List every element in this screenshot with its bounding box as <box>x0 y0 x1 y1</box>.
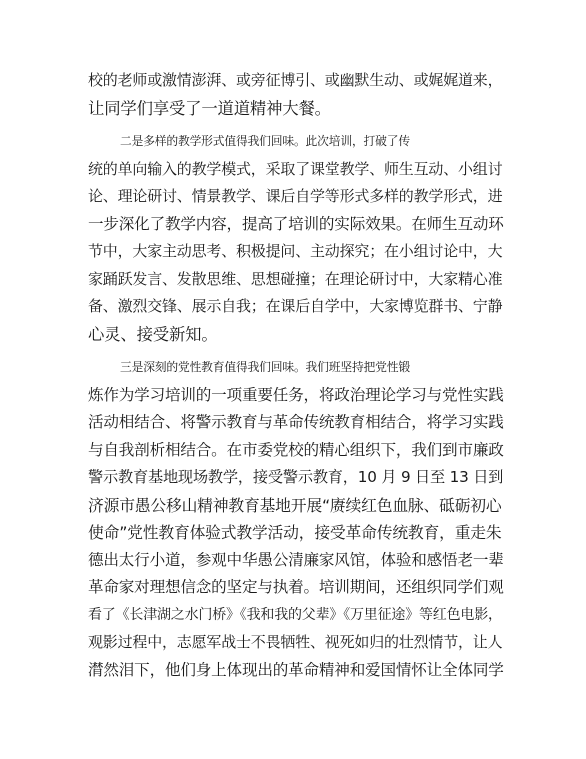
text-line: 统的单向输入的教学模式，采取了课堂教学、师生互动、小组讨 <box>88 159 503 178</box>
text-line: 德出太行小道，参观中华愚公清廉家风馆，体验和感悟老一辈 <box>88 550 504 569</box>
text-line: 警示教育基地现场教学，接受警示教育，10 月 9 日至 13 日到 <box>88 468 504 486</box>
text-line: 与自我剖析相结合。在市委党校的精心组织下，我们到市廉政 <box>88 440 504 459</box>
text-line: 活动相结合、将警示教育与革命传统教育相结合，将学习实践 <box>88 413 504 431</box>
text-line: 革命家对理想信念的坚定与执着。培训期间，还组织同学们观 <box>88 578 504 596</box>
text-line: 济源市愚公移山精神教育基地开展“赓续红色血脉、砥砺初心 <box>88 495 502 515</box>
text-line: 心灵、接受新知。 <box>88 324 218 344</box>
paragraph-2 <box>88 128 502 348</box>
document-body <box>88 67 502 684</box>
text-line: 备、激烈交锋、展示自我；在课后自学中，大家博览群书、宁静 <box>88 297 503 315</box>
text-line: 观影过程中，志愿军战士不畏牺牲、视死如归的壮烈情节，让人 <box>88 633 503 651</box>
text-line: 家踊跃发言、发散思维、思想碰撞；在理论研讨中，大家精心准 <box>88 269 503 288</box>
text-line: 三是深刻的党性教育值得我们回味。我们班坚持把党性锻 <box>120 360 410 374</box>
text-line: 论、理论研讨、情景教学、课后自学等形式多样的教学形式，进 <box>88 187 503 205</box>
text-line: 节中，大家主动思考、积极提问、主动探究；在小组讨论中，大 <box>88 242 503 260</box>
text-line: 让同学们享受了一道道精神大餐。 <box>88 98 331 118</box>
text-line: 使命”党性教育体验式教学活动，接受革命传统教育，重走朱 <box>88 523 502 542</box>
text-line: 看了《长津湖之水门桥》《我和我的父辈》《万里征途》等红色电影， <box>88 606 502 623</box>
text-line: 潸然泪下，他们身上体现出的革命精神和爱国情怀让全体同学 <box>88 660 504 679</box>
paragraph-3 <box>88 354 502 684</box>
text-line: 校的老师或激情澎湃、或旁征博引、或幽默生动、或娓娓道来， <box>88 71 503 89</box>
text-line: 二是多样的教学形式值得我们回味。此次培训，打破了传 <box>120 134 410 148</box>
text-line: 一步深化了教学内容，提高了培训的实际效果。在师生互动环 <box>88 214 504 233</box>
text-line: 炼作为学习培训的一项重要任务，将政治理论学习与党性实践 <box>88 385 504 404</box>
paragraph-1 <box>88 67 502 122</box>
